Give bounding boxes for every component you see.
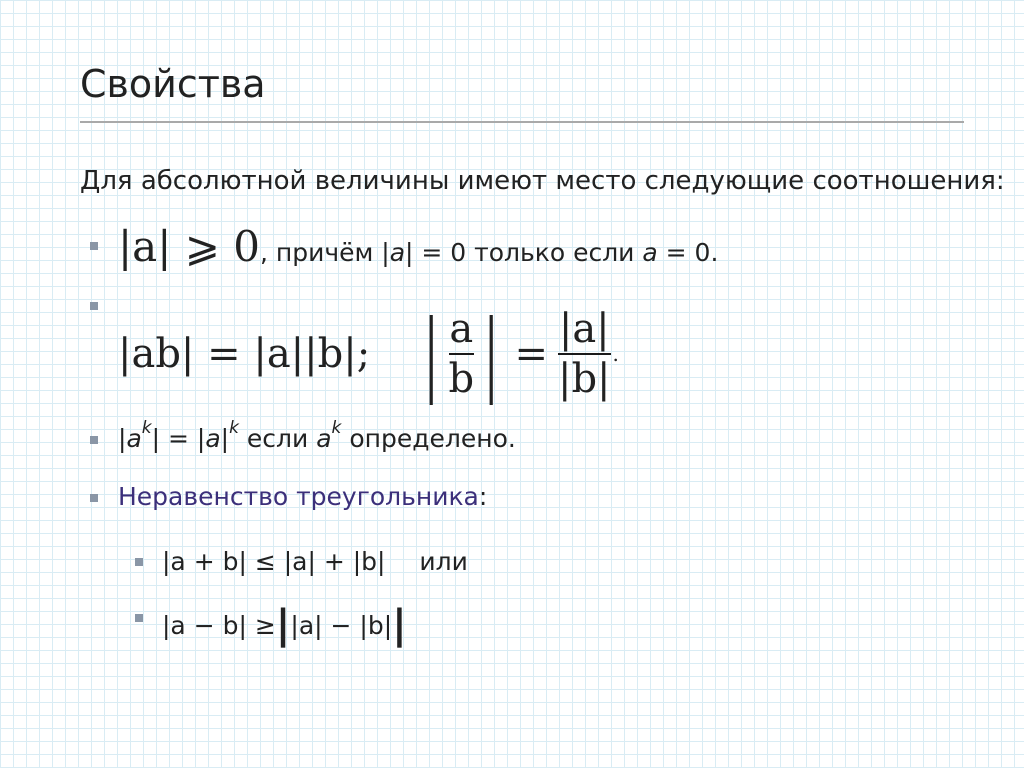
fraction-a-over-b	[449, 307, 475, 401]
intro-text: Для абсолютной величины имеют место следующие соотношения:	[80, 166, 1005, 196]
item1-text-before: , причём |	[259, 238, 390, 267]
item3-a3: a	[316, 424, 332, 453]
abs-bar-right: |	[484, 301, 499, 406]
item3-k3: k	[331, 418, 342, 438]
sub1-formula: |a + b| ≤ |a| + |b|	[162, 547, 386, 576]
item3-k2: k	[229, 418, 239, 438]
abs-bar-left: |	[275, 602, 291, 648]
fraction-numerator: a	[449, 306, 474, 352]
item3-k1: k	[141, 418, 152, 438]
item3-a1: a	[126, 424, 142, 453]
item1-var-a: a	[389, 238, 406, 267]
abs-bar-left: |	[424, 301, 439, 406]
triangle-inequality-diff	[162, 602, 407, 648]
fraction-denominator: b	[448, 356, 475, 402]
abs-bar-right: |	[392, 602, 407, 648]
bullet-icon	[135, 614, 143, 622]
item1-text-end: = 0.	[657, 238, 719, 267]
item3-esli: если	[238, 424, 317, 453]
page-title: Свойства	[80, 62, 266, 106]
item3-mid: | = |	[151, 424, 206, 453]
title-divider	[80, 121, 964, 123]
item3-a2: a	[205, 424, 221, 453]
sub1-ili: или	[419, 547, 468, 576]
fraction-bar	[558, 353, 611, 355]
sub2-inner: |a| − |b|	[290, 610, 393, 640]
bullet-icon	[90, 242, 98, 250]
item3-bar2: |	[220, 424, 230, 453]
item1-var-a2: a	[642, 238, 658, 267]
formula-product: |ab| = |a||b|;	[118, 331, 371, 377]
bullet-icon	[90, 436, 98, 444]
fraction-bar	[449, 353, 475, 355]
property-item-2	[118, 298, 619, 410]
property-item-3	[118, 418, 516, 453]
formula-abs-nonneg: |a| ⩾ 0	[118, 222, 260, 271]
item3-tail: определено.	[341, 424, 516, 453]
triangle-inequality-sum	[162, 547, 468, 576]
bullet-icon	[90, 302, 98, 310]
fraction-numerator: |a|	[558, 306, 610, 352]
triangle-inequality-link[interactable]: Неравенство треугольника	[118, 482, 479, 511]
equals-sign: =	[514, 331, 548, 377]
item4-colon: :	[478, 482, 488, 511]
fraction-denominator: |b|	[557, 356, 611, 402]
item1-text-mid: | = 0 только если	[405, 238, 643, 267]
item2-period: .	[612, 342, 619, 366]
item3-bar1: |	[118, 424, 127, 453]
fraction-abs-a-over-abs-b	[558, 307, 611, 401]
bullet-icon	[135, 558, 143, 566]
property-item-4	[118, 482, 487, 511]
bullet-icon	[90, 494, 98, 502]
property-item-1	[118, 222, 718, 271]
sub2-formula: |a − b| ≥	[162, 610, 276, 640]
